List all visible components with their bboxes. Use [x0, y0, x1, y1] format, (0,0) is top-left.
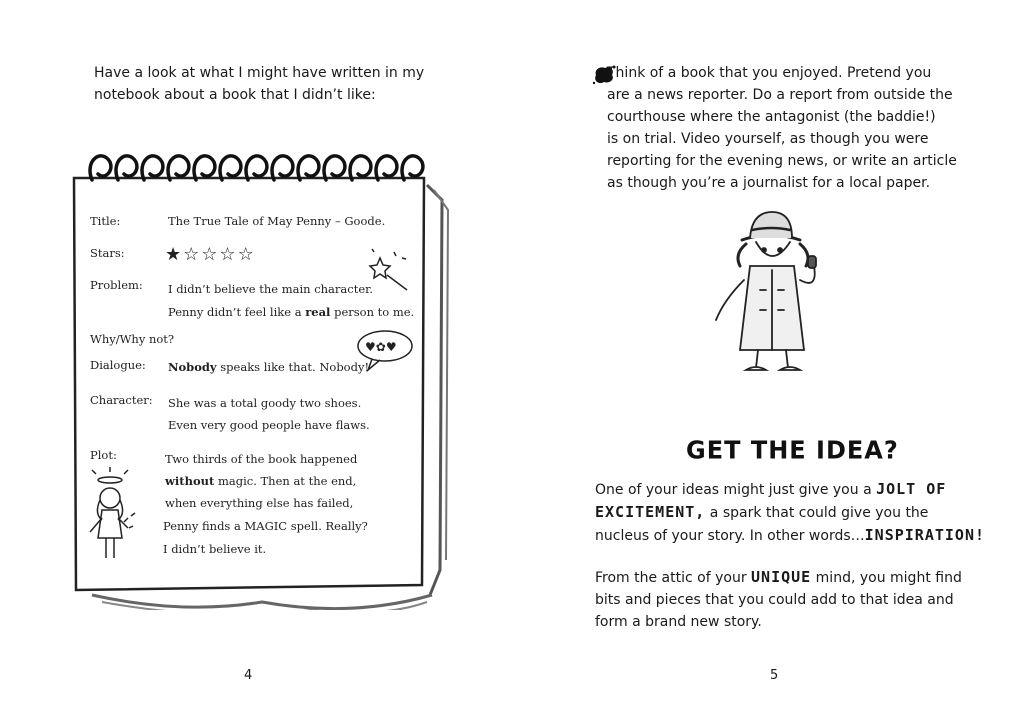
plot-label: Plot: [90, 448, 117, 462]
text-run: nucleus of your story. In other words… [595, 528, 865, 544]
para-line [595, 501, 975, 524]
activity-prompt [607, 62, 957, 194]
emphasis-text: JOLT OF [876, 480, 947, 498]
character-line: She was a total goody two shoes. [168, 396, 362, 410]
text-run: a spark that could give you the [705, 505, 929, 521]
para-line: form a brand new story. [595, 614, 762, 630]
star-empty-icon: ☆ [237, 244, 256, 265]
plot-line: Two thirds of the book happened [165, 452, 358, 466]
intro-line: notebook about a book that I didn’t like: [94, 87, 376, 103]
text-run: magic. Then at the end, [214, 474, 357, 488]
prompt-line: courthouse where the antagonist (the baddie!) [607, 109, 936, 125]
text-run: From the attic of your [595, 570, 752, 586]
reporter-illustration [700, 200, 840, 380]
prompt-line: as though you’re a journalist for a local paper. [607, 175, 931, 191]
emphasis-text: INSPIRATION! [864, 526, 986, 544]
page-number: 5 [770, 668, 779, 683]
para-line: bits and pieces that you could add to that idea and [595, 592, 954, 608]
problem-line [168, 305, 414, 319]
star-filled-icon: ★ [165, 244, 184, 265]
para-line [595, 478, 975, 501]
intro-text [94, 62, 425, 106]
star-empty-icon: ☆ [219, 244, 238, 265]
bold-text: Nobody [168, 360, 217, 374]
dialogue-line [168, 360, 369, 374]
bold-text: without [165, 474, 215, 488]
svg-text:♥✿♥: ♥✿♥ [365, 340, 397, 354]
prompt-line: are a news reporter. Do a report from outside the [607, 87, 953, 103]
star-empty-icon: ☆ [183, 244, 202, 265]
paragraph-inspiration [595, 478, 986, 547]
bold-text: real [305, 305, 331, 319]
emphasis-text: EXCITEMENT, [595, 503, 706, 521]
plot-line: when everything else has failed, [165, 496, 354, 510]
text-run: mind, you might find [811, 570, 962, 586]
emphasis-text: UNIQUE [751, 568, 812, 586]
prompt-line: Think of a book that you enjoyed. Pretend you [607, 65, 932, 81]
headline: GET THE IDEA? [686, 435, 899, 465]
star-rating [165, 244, 256, 265]
intro-line: Have a look at what I might have written in my [94, 65, 425, 81]
problem-label: Problem: [90, 278, 143, 292]
text-run: speaks like that. Nobody! [216, 360, 370, 374]
text-run: person to me. [330, 305, 415, 319]
plot-line [165, 474, 356, 488]
problem-line: I didn’t believe the main character. [168, 282, 374, 296]
text-run: One of your ideas might just give you a [595, 482, 877, 498]
notebook-illustration [62, 140, 452, 610]
title-value: The True Tale of May Penny – Goode. [168, 214, 386, 228]
dialogue-label: Dialogue: [90, 358, 146, 372]
prompt-line: is on trial. Video yourself, as though you were [607, 131, 929, 147]
plot-line: I didn’t believe it. [163, 542, 267, 556]
why-label: Why/Why not? [90, 332, 175, 346]
title-label: Title: [90, 214, 121, 228]
plot-line: Penny finds a MAGIC spell. Really? [163, 519, 368, 533]
para-line [595, 566, 975, 589]
paragraph-attic [595, 566, 975, 633]
character-line: Even very good people have flaws. [168, 418, 370, 432]
stars-label: Stars: [90, 246, 125, 260]
page-number: 4 [244, 668, 253, 683]
text-run: Penny didn’t feel like a [168, 305, 306, 319]
star-empty-icon: ☆ [201, 244, 220, 265]
prompt-line: reporting for the evening news, or write an article [607, 153, 957, 169]
character-label: Character: [90, 393, 153, 407]
notebook-frame [62, 140, 452, 610]
para-line [595, 524, 986, 547]
